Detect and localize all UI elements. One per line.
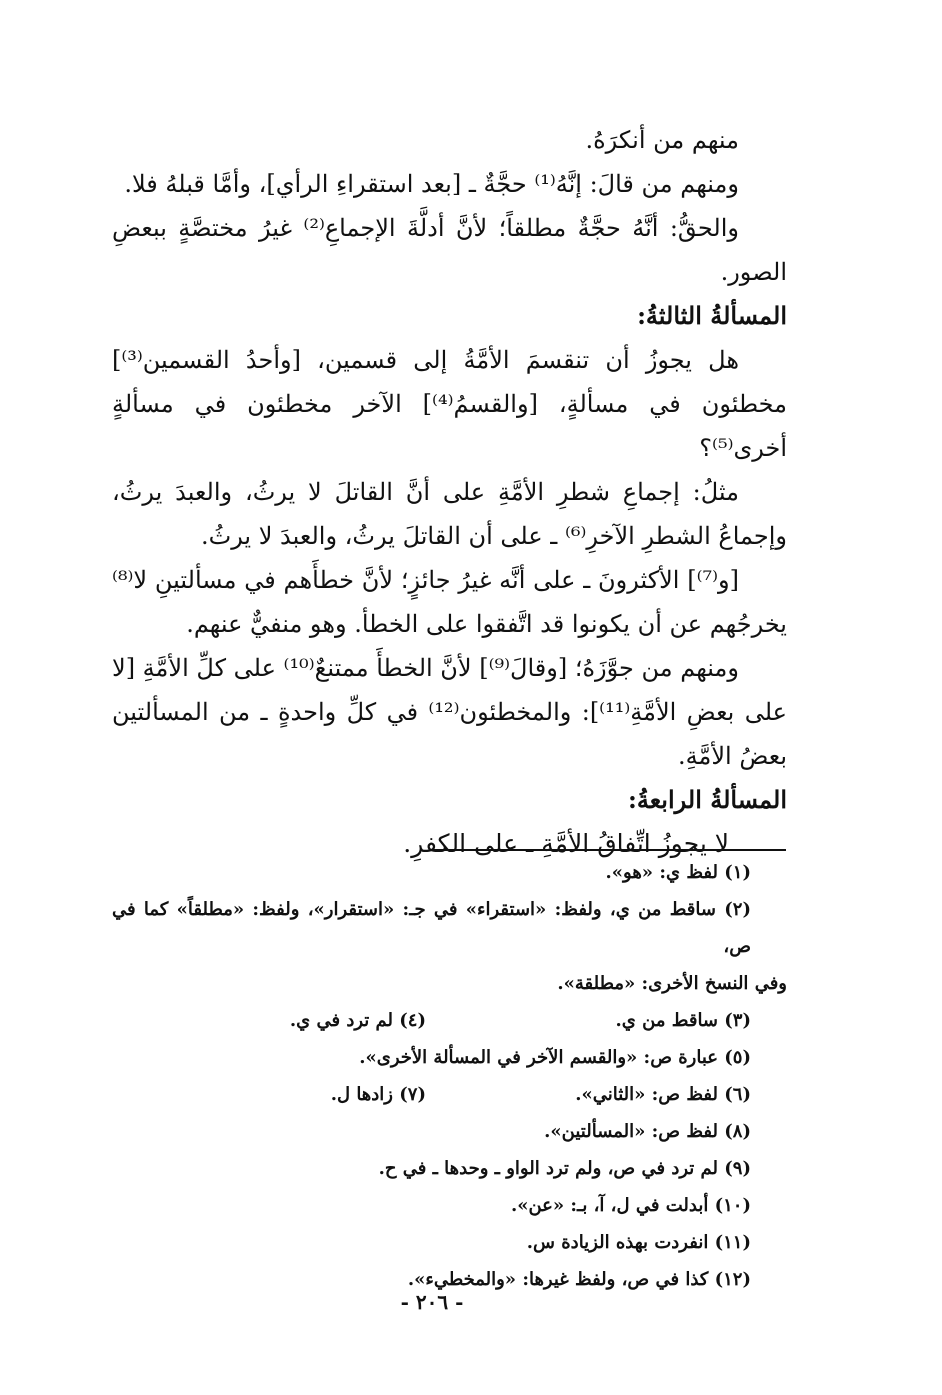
footnote-11: (١١) انفردت بهذه الزيادة س. [526,1232,751,1253]
paragraph-6: [و⁽⁷⁾] الأكثرونَ ـ على أنَّه غيرُ جائزٍ؛ لأنَّ خطأَهم في مسألتينِ لا⁽⁸⁾ يخرجُهم عن أن يكونوا قد اتَّفقوا على الخطأ. وهو منفيٌّ عنهم. [112,566,787,638]
footnote-9: (٩) لم ترد في ص، ولم ترد الواو ـ وحدها ـ في ح. [378,1158,751,1179]
footnote-7: (٧) زادها ل. [330,1084,426,1105]
footnote-separator [434,849,786,851]
footnote-6: (٦) لفظ ص: «الثاني». [575,1084,751,1105]
paragraph-7: ومنهم من جوَّزَهُ؛ [وقالَ⁽⁹⁾] لأنَّ الخطأَ ممتنعٌ⁽¹⁰⁾ على كلِّ الأمَّةِ [لا على بعضِ الأمَّةِ⁽¹¹⁾]: والمخطئون⁽¹²⁾ في كلِّ واحدةٍ ـ من المسألتين بعضُ الأمَّةِ. [112,654,787,770]
paragraph-5: مثلُ: إجماعِ شطرِ الأمَّةِ على أنَّ القاتلَ لا يرثُ، والعبدَ يرثُ، وإجماعُ الشطرِ الآخرِ⁽⁶⁾ ـ على أن القاتلَ يرثُ، والعبدَ لا يرثُ. [112,478,787,550]
footnote-4: (٤) لم ترد في ي. [289,1010,426,1031]
footnote-1: (١) لفظ ي: «هو». [605,862,751,883]
footnote-row-6-7 [112,1076,787,1113]
footnote-row-3-4 [112,1002,787,1039]
footnote-8: (٨) لفظ ص: «المسألتين». [544,1121,751,1142]
footnote-10: (١٠) أبدلت في ل، آ، بـ: «عن». [510,1195,751,1216]
section-heading-fourth-issue: المسألةُ الرابعةُ: [628,785,787,814]
paragraph-3: والحقُّ: أنَّهُ حجَّةٌ مطلقاً؛ لأنَّ أدلَّةَ الإجماعِ⁽²⁾ غيرُ مختصَّةٍ ببعضِ الصور. [112,214,787,286]
page-number: - ٢٠٦ - [400,1290,464,1314]
footnotes [112,854,787,1298]
paragraph-2: ومنهم من قالَ: إنَّهُ⁽¹⁾ حجَّةٌ ـ [بعد استقراءِ الرأي]، وأمَّا قبلهُ فلا. [124,170,739,198]
footnote-12: (١٢) كذا في ص، ولفظ غيرها: «والمخطيء». [407,1269,751,1290]
footnote-3: (٣) ساقط من ي. [615,1010,751,1031]
paragraph-8: لا يجوزُ اتِّفاقُ الأمَّةِ ـ على الكفرِ. [403,829,729,858]
paragraph-4: هل يجوزُ أن تنقسمَ الأمَّةُ إلى قسمين، [وأحدُ القسمين⁽³⁾] مخطئون في مسألةٍ، [والقسمُ⁽⁴⁾] الآخر مخطئون في مسألةٍ أخرى⁽⁵⁾؟ [112,346,787,462]
footnote-5: (٥) عبارة ص: «والقسم الآخر في المسألة الأخرى». [359,1047,751,1068]
paragraph-1: منهم من أنكرَهُ. [585,126,739,154]
section-heading-third-issue: المسألةُ الثالثةُ: [637,301,787,330]
main-text [112,118,787,866]
footnote-2-continued: وفي النسخ الأخرى: «مطلقة». [557,973,787,994]
footnote-2: (٢) ساقط من ي، ولفظ: «استقراء» في جـ: «استقرار»، ولفظ: «مطلقاً» كما في ص، [112,899,751,957]
